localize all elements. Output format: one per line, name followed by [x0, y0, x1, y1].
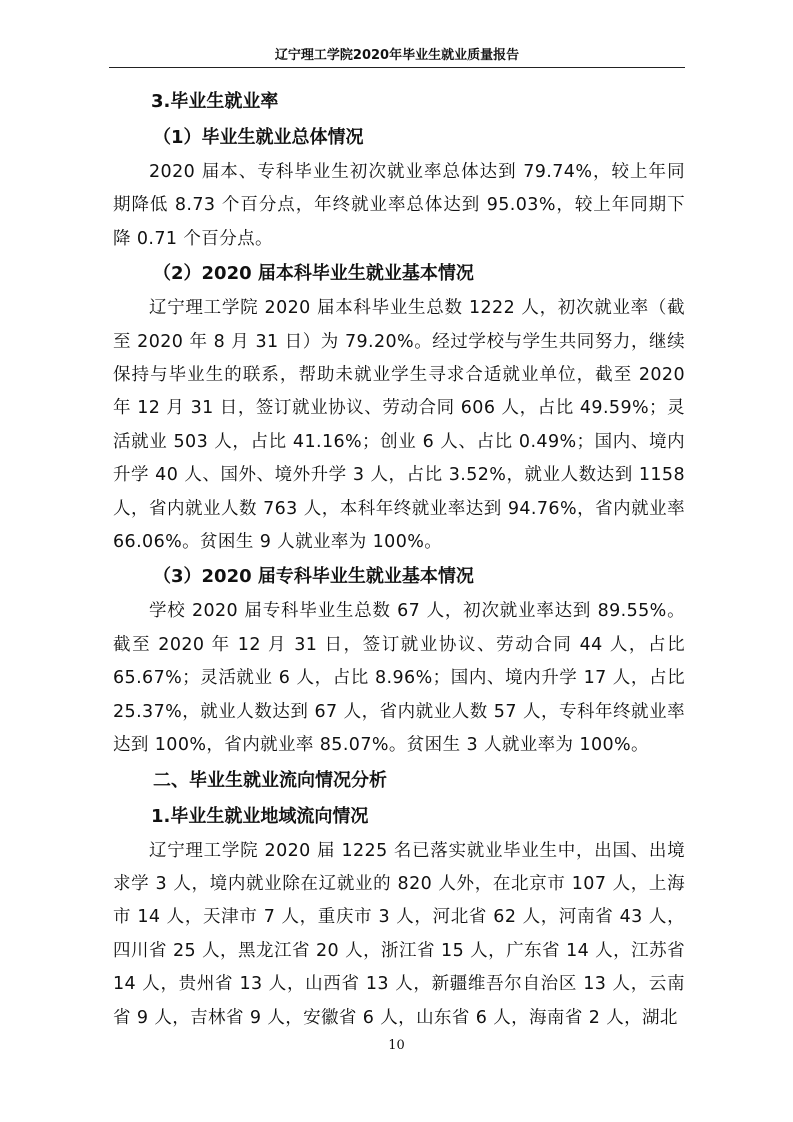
subsection-heading-overall: （1）毕业生就业总体情况	[153, 127, 364, 148]
paragraph-junior-college: 学校 2020 届专科毕业生总数 67 人，初次就业率达到 89.55%。截至 2020 年 12 月 31 日，签订就业协议、劳动合同 44 人，占比 65.67%；灵活就业 6 人，占比 8.96%；国内、境内升学 17 人，占比 25.37%，就业人数达到 67 人，省内就业人数 57 人，专科年终就业率达到 100%，省内就业率 85.07%。贫困生 3 人就业率为 100%。	[113, 601, 685, 756]
paragraph-overall: 2020 届本、专科毕业生初次就业率总体达到 79.74%，较上年同期降低 8.73 个百分点，年终就业率总体达到 95.03%，较上年同期下降 0.71 个百分点。	[113, 162, 685, 249]
chapter-heading-employment-flow: 二、毕业生就业流向情况分析	[153, 769, 387, 791]
header-rule	[109, 67, 685, 68]
section-heading-employment-rate: 3.毕业生就业率	[151, 91, 279, 112]
subsection-heading-undergraduate: （2）2020 届本科毕业生就业基本情况	[153, 263, 474, 285]
subsection-heading-junior-college: （3）2020 届专科毕业生就业基本情况	[153, 566, 474, 588]
page-header-title: 辽宁理工学院2020年毕业生就业质量报告	[274, 48, 520, 63]
paragraph-regional-flow: 辽宁理工学院 2020 届 1225 名已落实就业毕业生中，出国、出境求学 3 人，境内就业除在辽就业的 820 人外，在北京市 107 人，上海市 14 人，天津市 7 人，重庆市 3 人，河北省 62 人，河南省 43 人，四川省 25 人，黑龙江省 20 人，浙江省 15 人，广东省 14 人，江苏省 14 人，贵州省 13 人，山西省 13 人，新疆维吾尔自治区 13 人，云南省 9 人，吉林省 9 人，安徽省 6 人，山东省 6 人，海南省 2 人，湖北	[113, 840, 686, 1028]
paragraph-undergraduate: 辽宁理工学院 2020 届本科毕业生总数 1222 人，初次就业率（截至 2020 年 8 月 31 日）为 79.20%。经过学校与学生共同努力，继续保持与毕业生的联系，帮助未就业学生寻求合适就业单位，截至 2020 年 12 月 31 日，签订就业协议、劳动合同 606 人，占比 49.59%；灵活就业 503 人，占比 41.16%；创业 6 人、占比 0.49%；国内、境内升学 40 人、国外、境外升学 3 人，占比 3.52%，就业人数达到 1158 人，省内就业人数 763 人，本科年终就业率达到 94.76%，省内就业率 66.06%。贫困生 9 人就业率为 100%。	[113, 298, 685, 553]
section-heading-regional-flow: 1.毕业生就业地域流向情况	[151, 805, 369, 827]
page-number: 10	[388, 1038, 405, 1053]
page-body	[113, 84, 685, 1035]
